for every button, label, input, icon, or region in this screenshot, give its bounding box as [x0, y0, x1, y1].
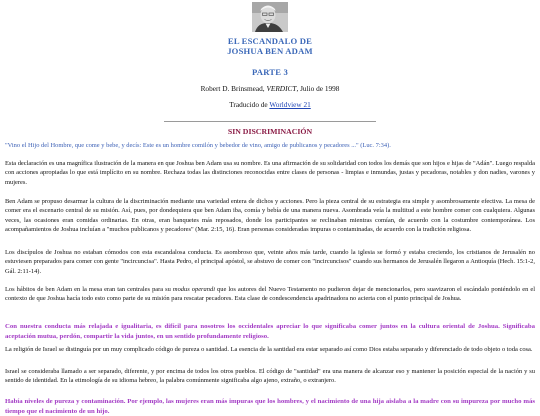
paragraph-4: [5, 285, 535, 304]
section-heading: SIN DISCRIMINACIÓN: [227, 127, 313, 136]
worldview-link[interactable]: Worldview 21: [269, 100, 311, 109]
article-title-line-2: JOSHUA BEN ADAM: [227, 46, 313, 56]
article-part: PARTE 3: [251, 67, 289, 77]
highlight-paragraph-2: Había niveles de pureza y contaminación. Por ejemplo, las mujeres eran más impuras que los hombres, y el nacimiento de una hija aislaba a la madre con su impureza por mucho más tiempo que el nacimiento de un hijo.: [5, 398, 535, 415]
paragraph-5: La religión de Israel se distinguía por un muy complicado código de pureza o santidad. La esencia de la santidad era estar separado así como Dios estaba separado y diferenciado de todo objeto o toda cosa.: [5, 346, 533, 353]
paragraph-4-text-b: que los autores del Nuevo Testamento no pudieron dejar de mencionarlos, pero suavizaron el escándalo poniéndolo en el contexto de que Joshua hacía todo esto como parte de su misión para rescatar pecadores. Esta clase de condescendencia apadrinadora no acierta con el punto principal de Joshua.: [5, 286, 535, 303]
translation-label: Traducido de: [229, 100, 268, 109]
paragraph-4-emphasis: modus operandi: [172, 286, 216, 293]
author-name: Robert D. Brinsmead,: [200, 84, 265, 93]
author-portrait: [252, 2, 288, 32]
highlight-paragraph: Con nuestra conducta más relajada e igualitaria, es difícil para nosotros los occidentales apreciar lo que significaba comer juntos en la cultura oriental de Joshua. Significaba aceptación mutua, perdón, compartir la vida juntos, en un sentido profundamente religioso.: [5, 323, 535, 340]
publication-name: VERDICT: [266, 84, 297, 93]
paragraph-6: Israel se consideraba llamado a ser separado, diferente, y por encima de todos los otros pueblos. El código de "santidad" era una manera de alcanzar eso y mantener la posición especial de la nación y su sentido de identidad. En la etimología de su idioma hebreo, la palabra comúnmente significaba algo ajeno, extraño, o extranjero.: [5, 368, 535, 385]
paragraph-2: Ben Adam se propuso desarmar la cultura de la discriminación mediante una variedad entera de dichos y acciones. Pero la pieza central de su estrategia era simple y asombrosamente efectiva. La mesa de comer era el escenario central de su misión. Así, pues, por dondequiera que ben Adam iba, comía y bebía de una manera nueva. Asombrada veía la multitud a este hombre comer con cualquiera. Algunas veces, las ocasiones eran comidas ordinarias. En otras, eran banquetes más reposados, donde los participantes se reclinaban mientras comían, de acuerdo con la costumbre contemporánea. Los acompañamientos de Joshua incluían a "muchos publicanos y pecadores" (Mar. 2:15, 16). Eran personas consideradas impuras o contaminadas, de acuerdo con la tradición religiosa.: [5, 198, 535, 233]
article-title-line-1: EL ESCANDALO DE: [227, 36, 313, 46]
paragraph-1: Esta declaración es una magnífica ilustración de la manera en que Joshua ben Adam usa su nombre. Es una afirmación de su solidaridad con todos los demás que son hijos e hijas de "Adán". Luego respalda con acciones apropiadas lo que está implícito en su nombre. Rechaza todas las distinciones reconocidas entre clases de personas - limpias e inmundas, justas y pecadoras, notables y don nadies, varones y mujeres.: [5, 160, 535, 186]
translation-line: [0, 100, 540, 109]
divider-line: [164, 121, 376, 122]
paragraph-3-text: Los discípulos de Joshua no estaban cómodos con esta escandalosa conducta. Es asombroso que, veinte años más tarde, cuando la iglesia se formó y estaba creciendo, los cristianos de Jerusalén no estuviesen preparados para comer con gente "incircuncisa". Hasta Pedro, el principal apóstol, se abstuvo de comer con "incircuncisos" cuando sus hermanos de Jerusalén llegaron a Antioquía (Hech. 15:1-2, Gál. 2:11-14).: [5, 249, 535, 275]
paragraph-4-text-a: Los hábitos de ben Adam en la mesa eran tan centrales para su: [5, 286, 173, 293]
author-line: [0, 84, 540, 93]
scripture-quote: "Vino el Hijo del Hombre, que come y bebe, y decís: Este es un hombre comilón y bebedor de vino, amigo de publicanos y pecadores ..." (Luc. 7:34).: [5, 142, 391, 149]
paragraph-3: [5, 248, 535, 276]
publication-date: , Julio de 1998: [296, 84, 340, 93]
